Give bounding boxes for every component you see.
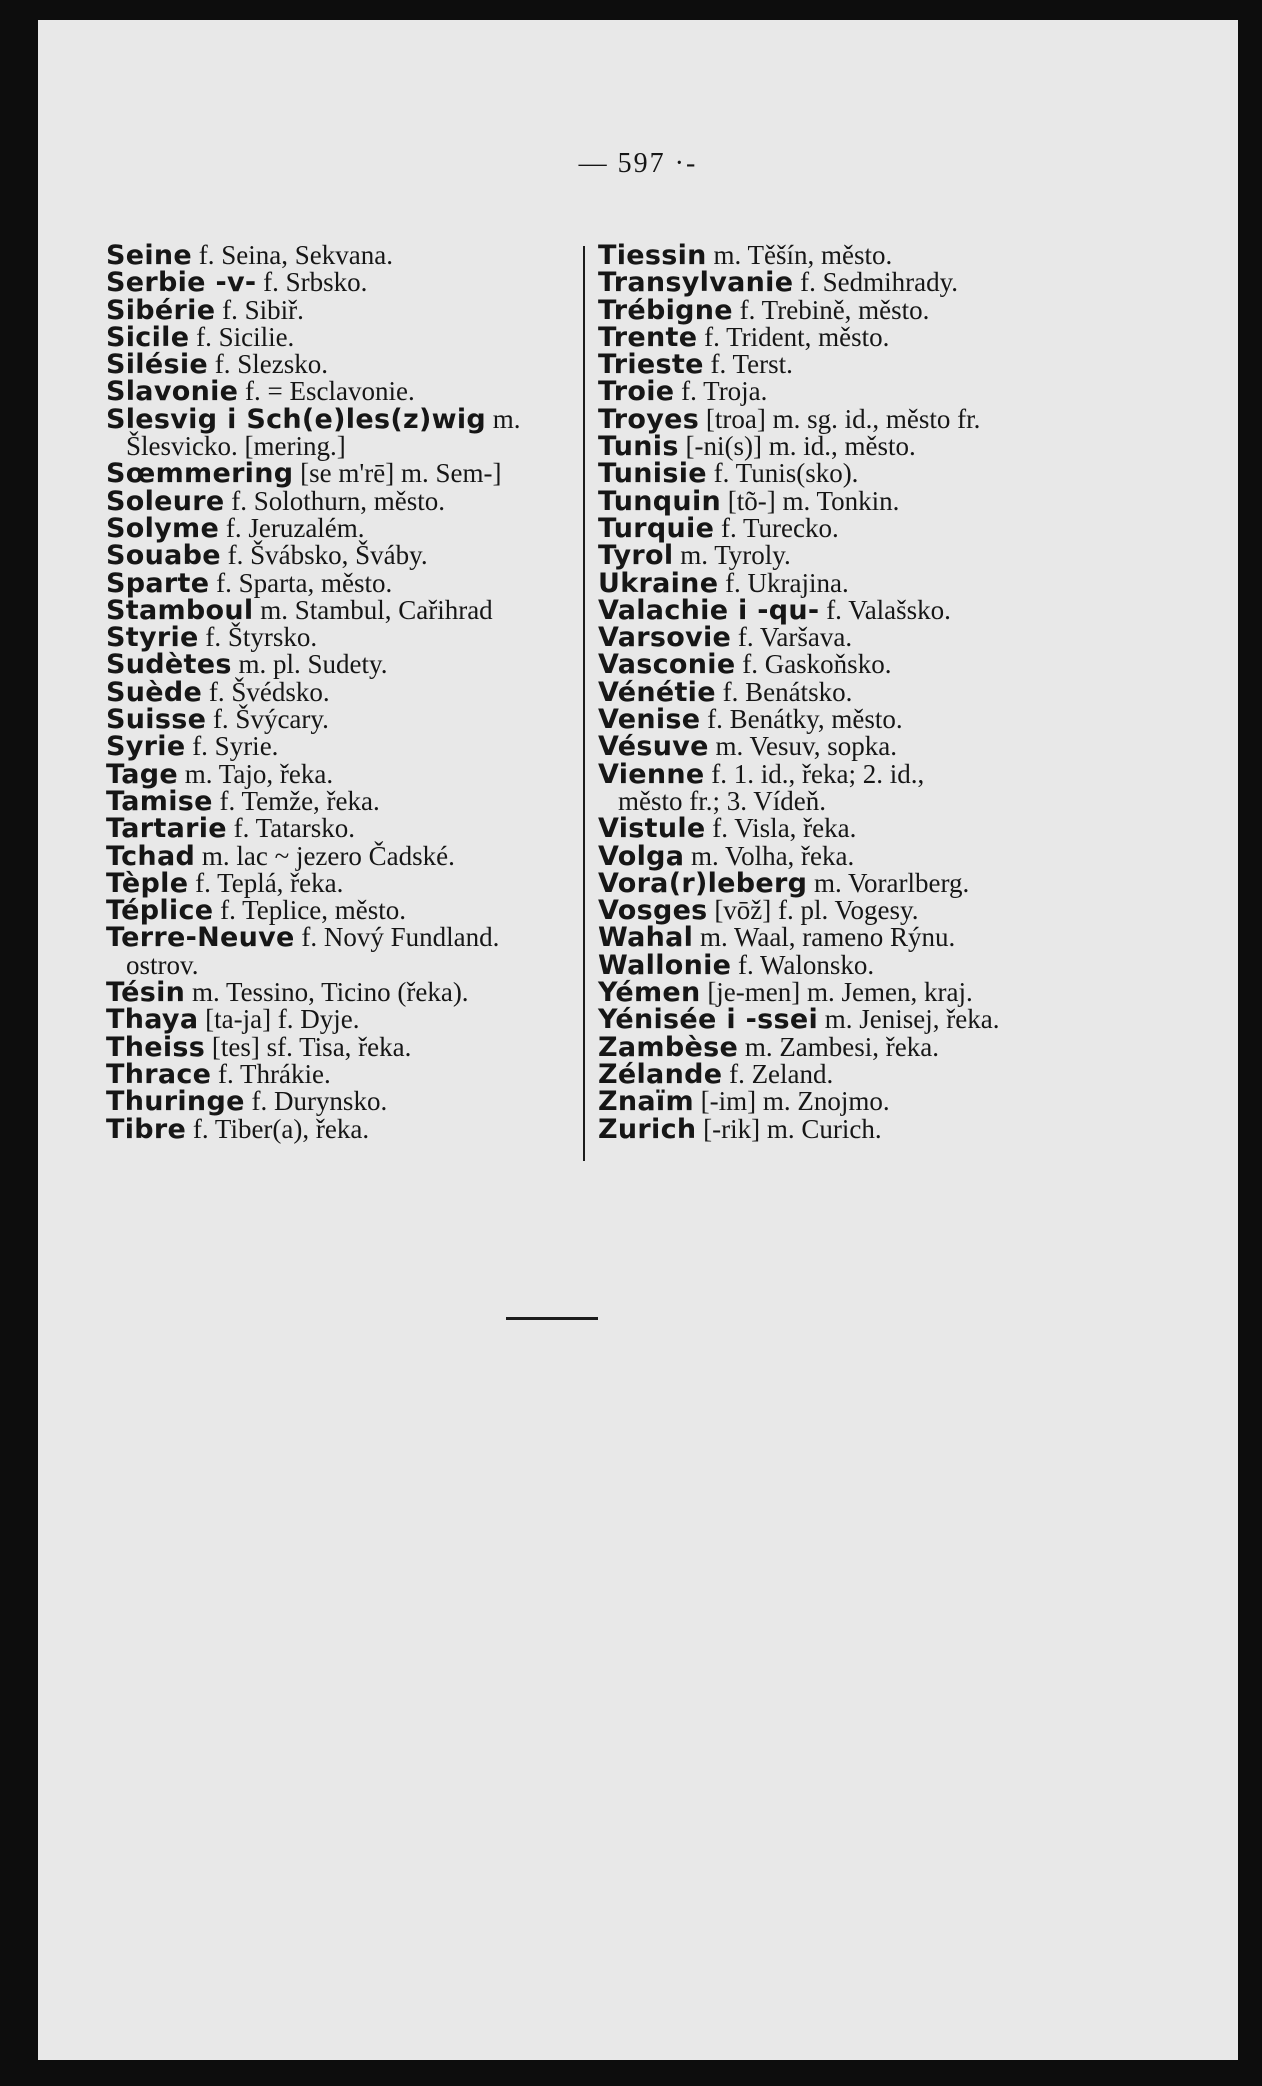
left-column: [106, 242, 616, 1143]
dictionary-entry: [598, 512, 1138, 544]
entry-definition: město fr.; 3. Vídeň.: [618, 785, 826, 816]
entry-headword: Tartarie: [106, 813, 227, 845]
entry-definition: m. Zambesi, řeka.: [738, 1031, 939, 1062]
dictionary-entry: [598, 867, 1138, 899]
entry-headword: Souabe: [106, 540, 221, 572]
dictionary-entry: [106, 403, 616, 435]
entry-definition: f. Temže, řeka.: [212, 785, 380, 816]
dictionary-entry: [598, 1004, 1138, 1036]
entry-headword: Wahal: [598, 922, 694, 954]
dictionary-entry: [598, 785, 1138, 816]
entry-definition: f. Sicilie.: [189, 321, 295, 352]
entry-definition: m. pl. Sudety.: [231, 649, 388, 680]
entry-definition: f. Teplice, město.: [213, 895, 406, 926]
dictionary-entry: [598, 1113, 1138, 1145]
entry-definition: m. Vesuv, sopka.: [708, 731, 897, 762]
entry-headword: Solyme: [106, 512, 220, 544]
entry-headword: Trieste: [598, 349, 704, 381]
entry-headword: Theiss: [106, 1031, 206, 1063]
entry-definition: [troa] m. sg. id., město fr.: [699, 403, 981, 434]
entry-headword: Tyrol: [598, 540, 674, 572]
entry-headword: Vésuve: [598, 731, 709, 763]
entry-definition: f. Troja.: [674, 376, 768, 407]
dictionary-entry: [598, 1058, 1138, 1090]
dictionary-entry: [598, 294, 1138, 326]
dictionary-entry: [106, 622, 616, 654]
entry-headword: Terre-Neuve: [106, 922, 295, 954]
entry-definition: m. Waal, rameno Rýnu.: [693, 922, 956, 953]
entry-definition: [-im] m. Znojmo.: [693, 1086, 890, 1117]
dictionary-entry: [106, 813, 616, 845]
entry-definition: [se m'rē] m. Sem-]: [293, 458, 502, 489]
dictionary-entry: [106, 267, 616, 299]
dictionary-entry: [598, 649, 1138, 681]
entry-headword: Vosges: [598, 895, 708, 927]
entry-definition: f. Sparta, město.: [209, 567, 393, 598]
dictionary-entry: [106, 977, 616, 1009]
dictionary-entry: [106, 512, 616, 544]
dictionary-entry: [598, 431, 1138, 463]
entry-definition: m.: [486, 403, 521, 434]
entry-definition: f. Tatarsko.: [226, 813, 355, 844]
entry-definition: f. Terst.: [703, 349, 793, 380]
entry-headword: Tamise: [106, 785, 213, 817]
entry-definition: m. Vorarlberg.: [807, 867, 970, 898]
dictionary-entry: [106, 433, 616, 460]
dictionary-entry: [106, 294, 616, 326]
dictionary-entry: [106, 922, 616, 954]
entry-headword: Thrace: [106, 1058, 212, 1090]
dictionary-entry: [106, 1086, 616, 1118]
dictionary-entry: [598, 676, 1138, 708]
dictionary-entry: [106, 321, 616, 353]
entry-headword: Vasconie: [598, 649, 736, 681]
entry-headword: Znaïm: [598, 1086, 694, 1118]
dictionary-entry: [106, 949, 616, 980]
entry-headword: Suisse: [106, 704, 207, 736]
dictionary-entry: [598, 977, 1138, 1009]
dictionary-entry: [106, 376, 616, 408]
dictionary-entry: [598, 895, 1138, 927]
entry-headword: Valachie i -qu-: [598, 594, 820, 626]
entry-headword: Téplice: [106, 895, 214, 927]
entry-definition: m. Tessino, Ticino (řeka).: [185, 977, 469, 1008]
dictionary-entry: [598, 376, 1138, 408]
right-column: [598, 242, 1138, 1143]
entry-definition: f. Trident, město.: [697, 321, 890, 352]
entry-definition: f. Varšava.: [731, 622, 853, 653]
entry-definition: f. Švýcary.: [206, 704, 329, 735]
entry-definition: m. lac ~ jezero Čadské.: [195, 840, 455, 871]
dictionary-entry: [598, 267, 1138, 299]
entry-definition: [tes] sf. Tisa, řeka.: [205, 1031, 412, 1062]
dictionary-entry: [598, 485, 1138, 517]
entry-headword: Tunquin: [598, 485, 722, 517]
entry-headword: Tchad: [106, 840, 196, 872]
entry-definition: f. Slezsko.: [208, 349, 328, 380]
entry-headword: Vora(r)leberg: [598, 867, 808, 899]
entry-headword: Tiessin: [598, 240, 707, 271]
dictionary-entry: [106, 867, 616, 899]
entry-definition: f. Švábsko, Šváby.: [220, 540, 428, 571]
entry-headword: Troie: [598, 376, 675, 408]
entry-definition: f. Benátky, město.: [700, 704, 903, 735]
entry-headword: Tésin: [106, 977, 186, 1009]
dictionary-entry: [106, 1004, 616, 1036]
entry-headword: Tage: [106, 758, 178, 790]
entry-definition: ostrov.: [126, 949, 199, 980]
entry-definition: [-ni(s)] m. id., město.: [678, 431, 916, 462]
entry-headword: Trente: [598, 321, 698, 353]
entry-definition: f. Valašsko.: [819, 594, 951, 625]
entry-headword: Serbie -v-: [106, 267, 257, 299]
dictionary-entry: [106, 649, 616, 681]
entry-definition: [ta-ja] f. Dyje.: [198, 1004, 360, 1035]
entry-headword: Vénétie: [598, 676, 716, 708]
entry-definition: f. Durynsko.: [244, 1086, 388, 1117]
dictionary-entry: [598, 567, 1138, 599]
entry-headword: Ukraine: [598, 567, 719, 599]
entry-headword: Syrie: [106, 731, 186, 763]
entry-definition: f. 1. id., řeka; 2. id.,: [704, 758, 925, 789]
dictionary-entry: [598, 704, 1138, 736]
entry-definition: f. Ukrajina.: [718, 567, 849, 598]
entry-definition: f. Tunis(sko).: [706, 458, 859, 489]
dictionary-entry: [106, 567, 616, 599]
dictionary-entry: [598, 622, 1138, 654]
dictionary-entry: [106, 1058, 616, 1090]
entry-headword: Vienne: [598, 758, 705, 790]
entry-definition: f. Nový Fundland.: [294, 922, 500, 953]
entry-definition: f. Benátsko.: [715, 676, 853, 707]
end-rule: [506, 1317, 598, 1320]
entry-headword: Stamboul: [106, 594, 254, 626]
entry-definition: f. Sedmihrady.: [793, 267, 959, 298]
entry-definition: m. Jenisej, řeka.: [818, 1004, 1000, 1035]
entry-definition: f. Jeruzalém.: [219, 512, 365, 543]
entry-headword: Venise: [598, 704, 701, 736]
entry-definition: [vōž] f. pl. Vogesy.: [707, 895, 919, 926]
entry-definition: m. Těšín, město.: [706, 240, 893, 270]
dictionary-entry: [598, 242, 1138, 269]
dictionary-entry: [106, 485, 616, 517]
dictionary-entry: [106, 731, 616, 763]
entry-definition: [tõ-] m. Tonkin.: [721, 485, 900, 516]
dictionary-entry: [106, 758, 616, 790]
entry-headword: Trébigne: [598, 294, 733, 326]
entry-definition: m. Tyroly.: [673, 540, 791, 571]
dictionary-entry: [106, 785, 616, 817]
dictionary-entry: [598, 1031, 1138, 1063]
dictionary-entry: [106, 540, 616, 572]
entry-definition: f. Visla, řeka.: [705, 813, 857, 844]
dictionary-entry: [106, 1113, 616, 1145]
entry-headword: Yénisée i -ssei: [598, 1004, 819, 1036]
entry-headword: Zurich: [598, 1113, 697, 1145]
entry-definition: Šlesvicko. [mering.]: [126, 431, 346, 462]
entry-headword: Sparte: [106, 567, 210, 599]
entry-definition: [je-men] m. Jemen, kraj.: [700, 977, 973, 1008]
entry-definition: f. Tiber(a), řeka.: [186, 1113, 370, 1144]
entry-headword: Vistule: [598, 813, 706, 845]
entry-headword: Suède: [106, 676, 203, 708]
entry-definition: f. Thrákie.: [211, 1058, 331, 1089]
entry-headword: Tibre: [106, 1113, 187, 1145]
entry-headword: Styrie: [106, 622, 199, 654]
entry-headword: Sicile: [106, 321, 190, 353]
dictionary-entry: [598, 349, 1138, 381]
entry-definition: f. Seina, Sekvana.: [192, 240, 393, 270]
dictionary-entry: [106, 594, 616, 626]
entry-headword: Varsovie: [598, 622, 732, 654]
entry-headword: Sœmmering: [106, 458, 294, 490]
entry-definition: f. Turecko.: [714, 512, 839, 543]
entry-headword: Silésie: [106, 349, 209, 381]
entry-headword: Thuringe: [106, 1086, 245, 1118]
entry-definition: f. Trebině, město.: [732, 294, 930, 325]
entry-headword: Sudètes: [106, 649, 232, 681]
entry-headword: Seine: [106, 240, 193, 271]
dictionary-entry: [106, 1031, 616, 1063]
entry-definition: m. Volha, řeka.: [684, 840, 855, 871]
entry-definition: f. Srbsko.: [256, 267, 368, 298]
entry-definition: f. Solothurn, město.: [224, 485, 446, 516]
entry-definition: [-rik] m. Curich.: [696, 1113, 882, 1144]
dictionary-entry: [106, 704, 616, 736]
entry-definition: f. = Esclavonie.: [238, 376, 415, 407]
dictionary-entry: [598, 321, 1138, 353]
entry-headword: Tunisie: [598, 458, 707, 490]
entry-headword: Transylvanie: [598, 267, 794, 299]
entry-headword: Soleure: [106, 485, 225, 517]
dictionary-entry: [598, 813, 1138, 845]
dictionary-entry: [598, 922, 1138, 954]
dictionary-entry: [106, 895, 616, 927]
entry-definition: f. Syrie.: [185, 731, 279, 762]
entry-definition: f. Gaskoňsko.: [735, 649, 892, 680]
entry-definition: f. Sibiř.: [215, 294, 304, 325]
entry-headword: Turquie: [598, 512, 715, 544]
entry-definition: f. Švédsko.: [202, 676, 330, 707]
dictionary-entry: [598, 1086, 1138, 1118]
dictionary-entry: [106, 840, 616, 872]
dictionary-entry: [598, 594, 1138, 626]
dictionary-entry: [106, 676, 616, 708]
entry-headword: Thaya: [106, 1004, 199, 1036]
dictionary-entry: [598, 731, 1138, 763]
entry-definition: f. Zeland.: [722, 1058, 834, 1089]
entry-headword: Slesvig i Sch(e)les(z)wig: [106, 403, 487, 435]
dictionary-entry: [598, 949, 1138, 981]
entry-headword: Wallonie: [598, 949, 732, 981]
entry-headword: Tèple: [106, 867, 189, 899]
page-number: — 597 ·-: [578, 148, 698, 179]
column-divider: [583, 246, 585, 1161]
entry-definition: f. Walonsko.: [731, 949, 875, 980]
dictionary-entry: [106, 458, 616, 490]
entry-headword: Tunis: [598, 431, 679, 463]
entry-definition: f. Štyrsko.: [198, 622, 318, 653]
dictionary-entry: [598, 403, 1138, 435]
dictionary-page: [38, 20, 1238, 2060]
entry-definition: f. Teplá, řeka.: [188, 867, 344, 898]
entry-definition: m. Stambul, Cařihrad: [253, 594, 493, 625]
entry-definition: m. Tajo, řeka.: [178, 758, 334, 789]
dictionary-entry: [106, 349, 616, 381]
dictionary-entry: [598, 840, 1138, 872]
entry-headword: Yémen: [598, 977, 701, 1009]
dictionary-entry: [598, 758, 1138, 790]
dictionary-entry: [106, 242, 616, 269]
entry-headword: Slavonie: [106, 376, 239, 408]
entry-headword: Troyes: [598, 403, 700, 435]
entry-headword: Zélande: [598, 1058, 723, 1090]
dictionary-entry: [598, 540, 1138, 572]
entry-headword: Sibérie: [106, 294, 216, 326]
dictionary-entry: [598, 458, 1138, 490]
entry-headword: Zambèse: [598, 1031, 739, 1063]
entry-headword: Volga: [598, 840, 685, 872]
